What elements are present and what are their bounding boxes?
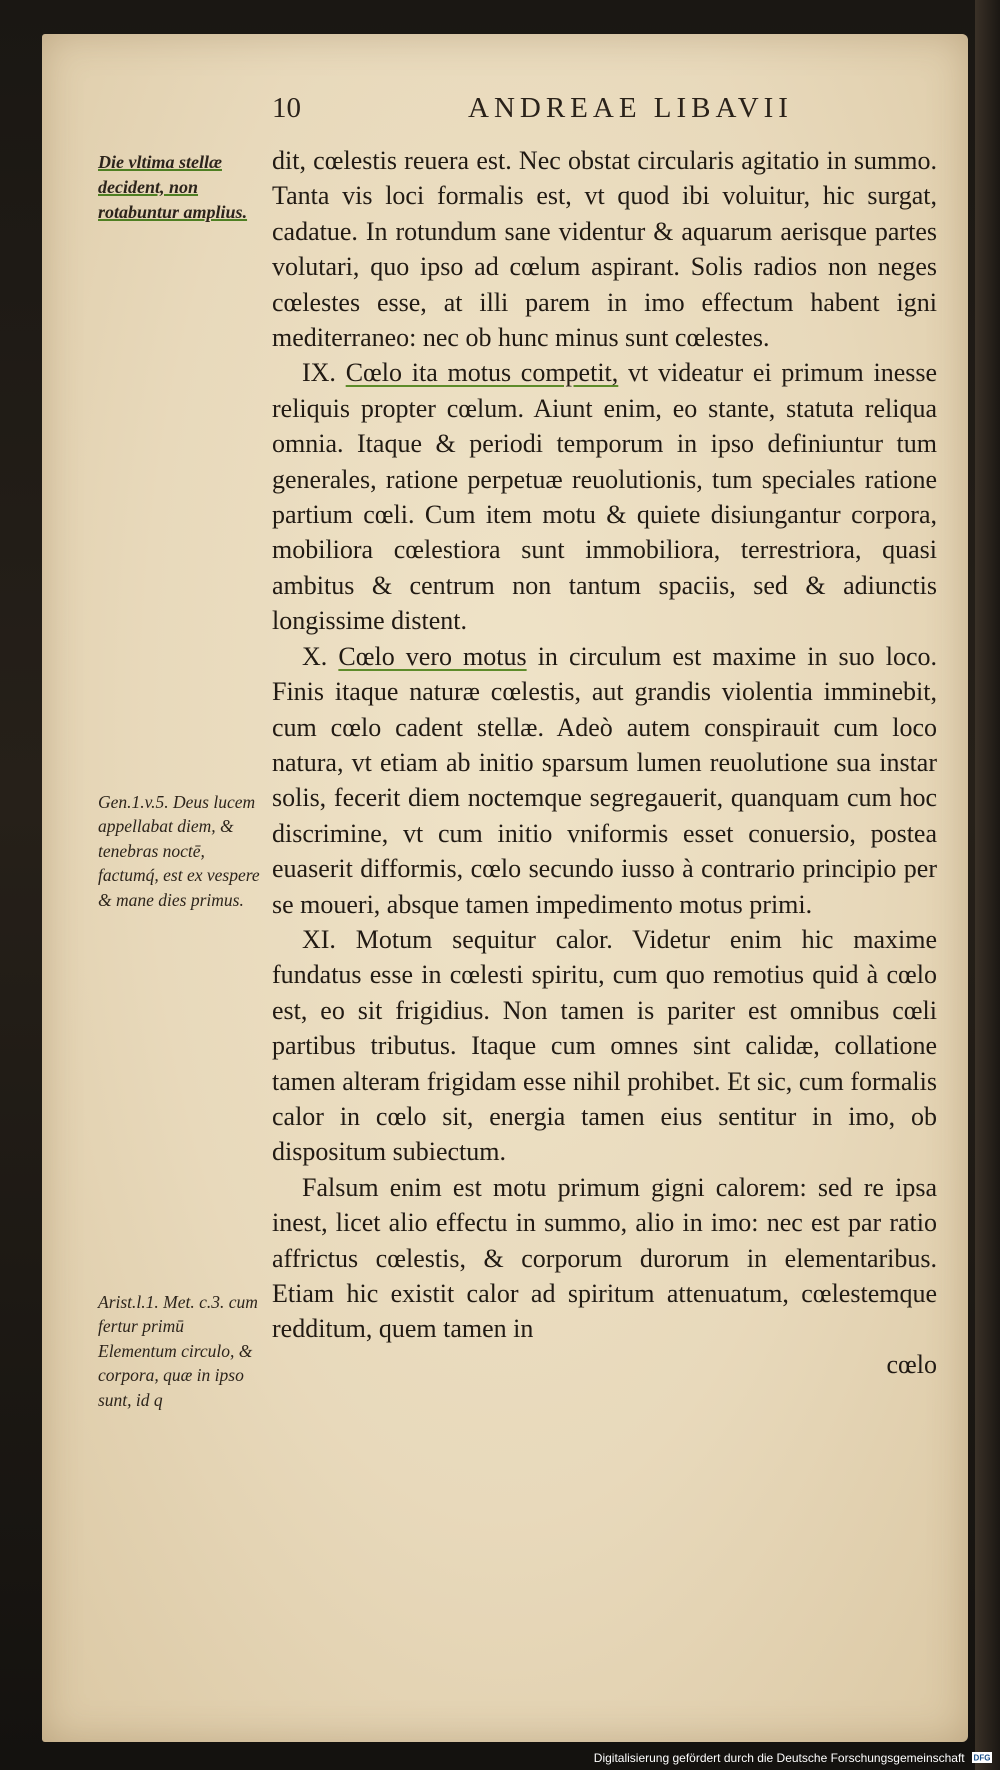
marginal-note-3: Arist.l.1. Met. c.3. cum fertur primū Elementum circulo, & corpora, quæ in ipso sunt, id q — [98, 1292, 258, 1410]
paragraph-ix — [272, 355, 937, 638]
dfg-logo-icon — [972, 1752, 992, 1763]
paragraph-1: dit, cœlestis reuera est. Nec obstat circularis agitatio in summo. Tanta vis loci formalis est, vt quod ibi voluitur, hic surgat, cadatue. In rotundum sane videntur & aquarum aerisque partes volutari, quo ipso ad cœlum aspirant. Solis radios non neges cœlestes esse, at illi parem in imo effectum habent igni mediterraneo: nec ob hunc minus sunt cœlestes. — [272, 146, 937, 353]
underlined-phrase-ix: Cœlo ita motus competit, — [345, 358, 619, 388]
page-number: 10 — [272, 92, 301, 124]
section-numeral-x: X. — [302, 641, 328, 671]
paragraph-x-text: in circulum est maxime in suo loco. Finis itaque naturæ cœlestis, aut grandis violentia imminebit, cum cœlo cadent stellæ. Adeò autem conspirauit cum loco natura, vt etiam ab initio sparsum lumen reuolutione sua instar solis, fecerit diem noctemque segregauerit, quanquam cum hoc discrimine, vt cum initio vniformis esset conuersio, postea euaserit difformis, cœlo secundo iusso à contrario principio per se moueri, absque tamen impedimento motus primi. — [272, 641, 938, 919]
marginal-note-1: Die vltima stellæ decident, non rotabuntur amplius. — [98, 152, 248, 222]
footer-text: Digitalisierung gefördert durch die Deutsche Forschungsgemeinschaft — [593, 1751, 965, 1765]
paragraph-xi: XI. Motum sequitur calor. Videtur enim hic maxime fundatus esse in cœlesti spiritu, cum quo remotius quid à cœlo est, eo sit frigidius. Non tamen is pariter est omnibus cœli partibus tributus. Itaque cum omnes sint calidæ, collatione tamen alteram frigidam esse nihil prohibet. Et sic, cum formalis calor in cœlo sit, energia tamen eius sentitur in imo, ob dispositum subiectum. — [272, 924, 937, 1167]
underlined-phrase-x: Cœlo vero motus — [338, 641, 527, 671]
page-header — [272, 92, 904, 132]
footer-credit — [594, 1751, 992, 1765]
dfg-logo-text: DFG — [973, 1753, 991, 1763]
book-spine-edge — [975, 0, 1000, 1770]
paragraph-x — [272, 639, 937, 922]
paragraph-ix-text: vt videatur ei primum inesse reliquis propter cœlum. Aiunt enim, eo stante, statuta reliqua omnia. Itaque & periodi temporum in ipso definiuntur tum generales, ratione perpetuæ reuolutionis, tum speciales ratione partium cœli. Cum item motu & quiete disiungantur corpora, mobiliora cœlestiora sunt immobiliora, terrestriora, quasi ambitus & centrum non tantum spaciis, sed & adiunctis longissime distent. — [272, 358, 938, 636]
main-text-block — [272, 143, 937, 1382]
catchword: cœlo — [886, 1349, 937, 1379]
marginal-note-2: Gen.1.v.5. Deus lucem appellabat diem, & tenebras noctē, factumq́, est ex vespere & mane dies primus. — [98, 792, 260, 910]
section-numeral-ix: IX. — [302, 358, 336, 388]
running-head: ANDREAE LIBAVII — [468, 92, 793, 124]
paragraph-5: Falsum enim est motu primum gigni calorem: sed re ipsa inest, licet alio effectu in summo, alio in imo: nec est par ratio affrictus cœlestis, & corporum durorum in elementaribus. Etiam hic existit calor ad spiritum attenuatum, cœlestemque redditum, quem tamen in — [272, 1172, 937, 1344]
